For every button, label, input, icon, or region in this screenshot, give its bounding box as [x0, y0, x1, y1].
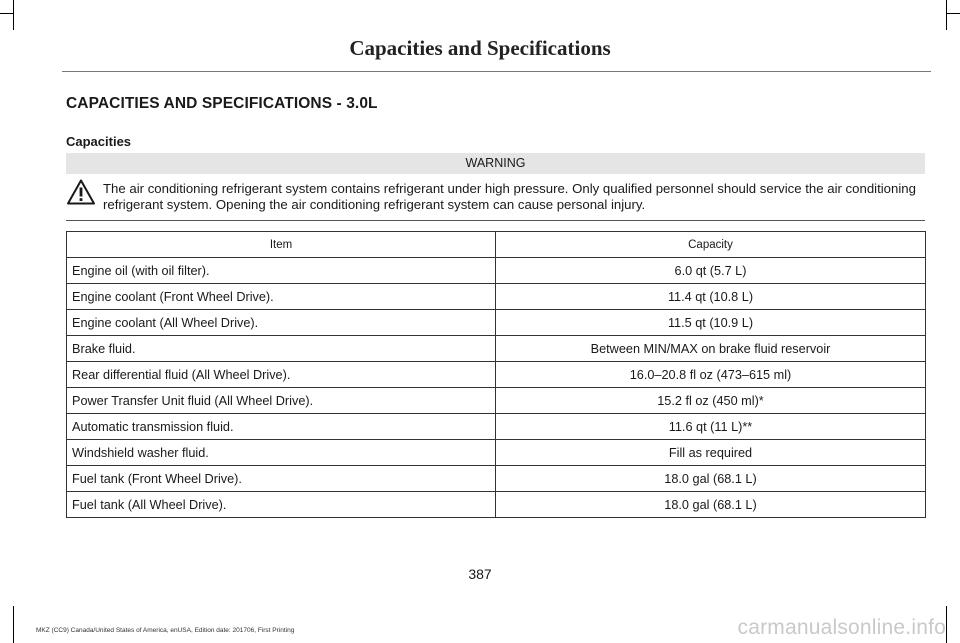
page-header: Capacities and Specifications: [349, 36, 611, 60]
capacity-cell: 18.0 gal (68.1 L): [496, 466, 926, 492]
item-cell: Automatic transmission fluid.: [67, 414, 496, 440]
crop-mark: [13, 0, 14, 30]
header-rule: [62, 71, 931, 72]
crop-mark: [13, 606, 14, 643]
warning-rule: [66, 220, 925, 221]
capacity-cell: 11.4 qt (10.8 L): [496, 284, 926, 310]
item-cell: Brake fluid.: [67, 336, 496, 362]
item-cell: Windshield washer fluid.: [67, 440, 496, 466]
item-cell: Fuel tank (All Wheel Drive).: [67, 492, 496, 518]
crop-mark: [946, 606, 947, 643]
table-row: [67, 414, 926, 440]
capacity-cell: 11.6 qt (11 L)**: [496, 414, 926, 440]
item-cell: Fuel tank (Front Wheel Drive).: [67, 466, 496, 492]
crop-mark: [946, 0, 947, 30]
item-cell: Power Transfer Unit fluid (All Wheel Drive).: [67, 388, 496, 414]
edition-footer: MKZ (CC9) Canada/United States of America, enUSA, Edition date: 201706, First Printing: [36, 627, 295, 634]
capacity-cell: 15.2 fl oz (450 ml)*: [496, 388, 926, 414]
item-cell: Rear differential fluid (All Wheel Drive).: [67, 362, 496, 388]
capacity-cell: 16.0–20.8 fl oz (473–615 ml): [496, 362, 926, 388]
page-number: 387: [468, 566, 492, 582]
table-row: [67, 466, 926, 492]
warning-text: The air conditioning refrigerant system contains refrigerant under high pressure. Only qualified personnel should service the air conditioning refrigerant system. Opening the air conditioning refrigerant system can cause personal injury.: [103, 181, 916, 212]
watermark: carmanualsonline.info: [737, 616, 946, 639]
table-row: [67, 310, 926, 336]
column-header-capacity: Capacity: [496, 232, 926, 258]
warning-triangle-icon: [66, 178, 96, 206]
table-row: [67, 362, 926, 388]
table-row: [67, 258, 926, 284]
crop-mark: [946, 13, 960, 14]
item-cell: Engine coolant (Front Wheel Drive).: [67, 284, 496, 310]
table-row: [67, 336, 926, 362]
table-header-row: [67, 232, 926, 258]
section-title: CAPACITIES AND SPECIFICATIONS - 3.0L: [66, 95, 378, 112]
item-cell: Engine oil (with oil filter).: [67, 258, 496, 284]
table-row: [67, 440, 926, 466]
capacity-cell: Between MIN/MAX on brake fluid reservoir: [496, 336, 926, 362]
table-row: [67, 492, 926, 518]
capacities-table: [66, 231, 926, 518]
capacity-cell: Fill as required: [496, 440, 926, 466]
warning-label: WARNING: [66, 153, 925, 174]
crop-mark: [0, 13, 14, 14]
item-cell: Engine coolant (All Wheel Drive).: [67, 310, 496, 336]
capacity-cell: 11.5 qt (10.9 L): [496, 310, 926, 336]
column-header-item: Item: [67, 232, 496, 258]
table-row: [67, 388, 926, 414]
subsection-title: Capacities: [66, 134, 132, 149]
capacity-cell: 6.0 qt (5.7 L): [496, 258, 926, 284]
capacity-cell: 18.0 gal (68.1 L): [496, 492, 926, 518]
table-row: [67, 284, 926, 310]
